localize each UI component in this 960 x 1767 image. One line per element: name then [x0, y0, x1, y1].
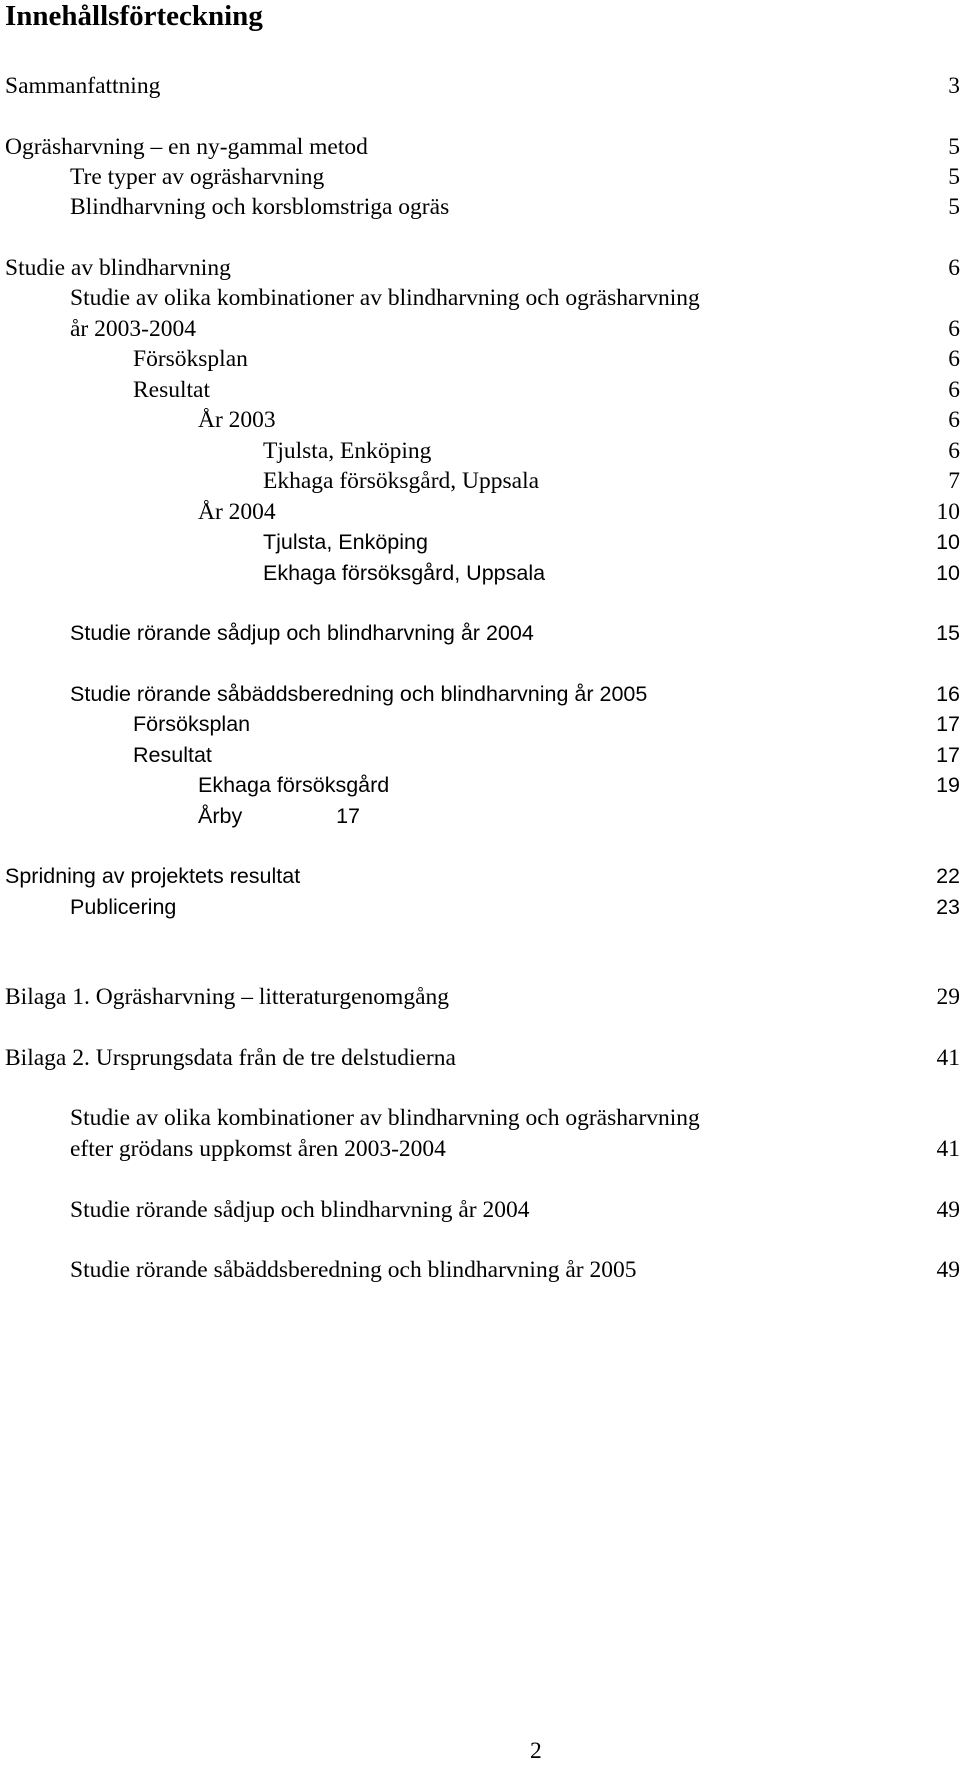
toc-entry	[198, 495, 960, 529]
toc-entry-page: 10	[936, 499, 960, 525]
toc-entry	[70, 160, 960, 194]
toc-entry-page: 29	[936, 984, 960, 1010]
toc-entry	[70, 1193, 960, 1227]
toc-entry	[70, 677, 960, 711]
toc-entry-page: 19	[936, 773, 960, 797]
toc-entry-page: 17	[936, 712, 960, 736]
toc-entry-title: Ekhaga försöksgård	[198, 773, 390, 797]
toc-entry	[70, 1253, 960, 1287]
toc-entry	[133, 707, 960, 741]
toc-entry-page: 6	[948, 255, 960, 281]
toc-entry	[70, 281, 960, 315]
toc-entry-title: Tjulsta, Enköping	[263, 438, 432, 464]
toc-entry-page: 15	[936, 621, 960, 645]
toc-entry-page: 10	[936, 530, 960, 554]
toc-entry-title: Bilaga 1. Ogräsharvning – litteraturgenomgång	[5, 984, 449, 1010]
toc-entry	[70, 190, 960, 224]
toc-entry-title: Tre typer av ogräsharvning	[70, 164, 325, 190]
toc-entry	[5, 69, 960, 103]
toc-entry-title: År 2003	[198, 407, 276, 433]
toc-entry-title: Resultat	[133, 743, 212, 767]
toc-entry-title: Försöksplan	[133, 346, 248, 372]
toc-entry-page: 6	[948, 346, 960, 372]
toc-entry-title: år 2003-2004	[70, 316, 196, 342]
page-title: Innehållsförteckning	[5, 0, 263, 32]
toc-entry-page: 7	[948, 468, 960, 494]
toc-entry-page: 6	[948, 407, 960, 433]
toc-entry-title: Bilaga 2. Ursprungsdata från de tre delstudierna	[5, 1045, 456, 1071]
toc-entry-title: Resultat	[133, 377, 211, 403]
toc-entry	[5, 1041, 960, 1075]
toc-entry-title: Årby	[198, 804, 243, 828]
toc-entry-page: 17	[936, 743, 960, 767]
toc-entry-title: Blindharvning och korsblomstriga ogräs	[70, 194, 450, 220]
toc-entry	[133, 342, 960, 376]
toc-entry-title: Ekhaga försöksgård, Uppsala	[263, 468, 540, 494]
toc-entry	[133, 738, 960, 772]
toc-entry-title: Sammanfattning	[5, 73, 161, 99]
toc-entry	[198, 768, 960, 802]
toc-entry	[198, 403, 960, 437]
toc-entry	[5, 859, 960, 893]
toc-entry-title: Studie rörande såbäddsberedning och blindharvning år 2005	[70, 1257, 637, 1283]
toc-entry	[263, 525, 960, 559]
toc-entry-title: Studie rörande sådjup och blindharvning år 2004	[70, 1197, 530, 1223]
toc-entry-page: 3	[948, 73, 960, 99]
toc-entry	[70, 312, 960, 346]
toc-entry	[70, 1101, 960, 1135]
toc-entry	[198, 799, 360, 833]
toc-entry-page: 49	[936, 1257, 960, 1283]
toc-entry-title: Studie rörande såbäddsberedning och blindharvning år 2005	[70, 682, 648, 706]
toc-entry-title: Ekhaga försöksgård, Uppsala	[263, 561, 546, 585]
toc-entry	[133, 373, 960, 407]
toc-entry-page: 41	[936, 1136, 960, 1162]
toc-entry-page: 22	[936, 864, 960, 888]
toc-entry-page: 5	[948, 134, 960, 160]
toc-entry-page: 6	[948, 316, 960, 342]
toc-entry	[70, 1132, 960, 1166]
toc-entry-page: 41	[936, 1045, 960, 1071]
toc-entry	[263, 464, 960, 498]
toc-entry-title: Studie av olika kombinationer av blindharvning och ogräsharvning	[70, 1105, 700, 1131]
toc-entry-page: 17	[336, 804, 360, 828]
toc-entry	[5, 130, 960, 164]
toc-entry	[263, 556, 960, 590]
toc-entry	[263, 434, 960, 468]
toc-entry-title: efter grödans uppkomst åren 2003-2004	[70, 1136, 446, 1162]
toc-entry-title: Tjulsta, Enköping	[263, 530, 428, 554]
toc-entry-title: Publicering	[70, 895, 177, 919]
toc-entry-title: Studie av blindharvning	[5, 255, 231, 281]
toc-entry-title: År 2004	[198, 499, 276, 525]
toc-entry-page: 10	[936, 561, 960, 585]
toc-entry-title: Studie rörande sådjup och blindharvning år 2004	[70, 621, 534, 645]
toc-entry	[5, 980, 960, 1014]
toc-entry-page: 23	[936, 895, 960, 919]
toc-entry	[70, 616, 960, 650]
toc-entry-page: 6	[948, 377, 960, 403]
toc-entry-title: Studie av olika kombinationer av blindharvning och ogräsharvning	[70, 285, 700, 311]
toc-entry	[70, 890, 960, 924]
toc-entry-page: 16	[936, 682, 960, 706]
toc-entry	[5, 251, 960, 285]
toc-entry-page: 5	[948, 164, 960, 190]
toc-entry-title: Försöksplan	[133, 712, 251, 736]
toc-entry-title: Ogräsharvning – en ny-gammal metod	[5, 134, 368, 160]
toc-entry-page: 5	[948, 194, 960, 220]
toc-entry-page: 49	[936, 1197, 960, 1223]
toc-entry-title: Spridning av projektets resultat	[5, 864, 301, 888]
toc-entry-page: 6	[948, 438, 960, 464]
page-number: 2	[530, 1738, 542, 1764]
